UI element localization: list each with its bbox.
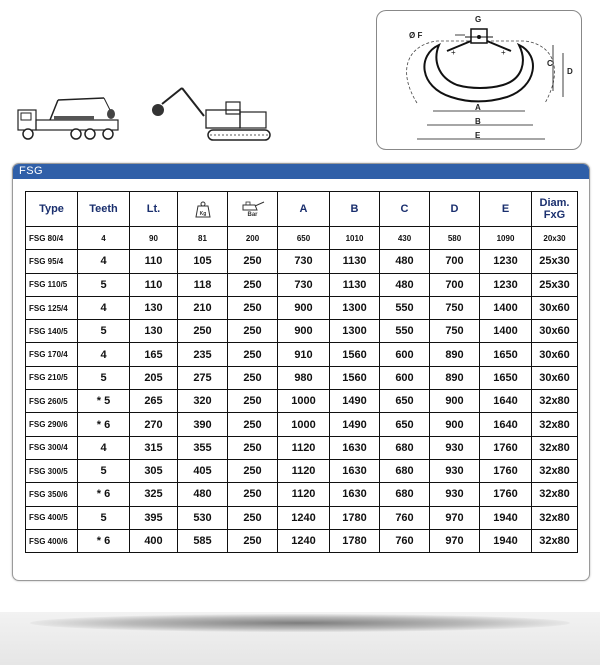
cell-lt: 110 bbox=[130, 273, 178, 296]
cell-diam: 20x30 bbox=[532, 227, 578, 250]
cell-weight: 355 bbox=[178, 436, 228, 459]
cell-e: 1760 bbox=[480, 483, 532, 506]
cell-d: 900 bbox=[430, 390, 480, 413]
cell-d: 930 bbox=[430, 459, 480, 482]
oil-can-icon bbox=[240, 200, 266, 212]
cell-pressure: 200 bbox=[228, 227, 278, 250]
cell-lt: 110 bbox=[130, 250, 178, 273]
cell-pressure: 250 bbox=[228, 250, 278, 273]
cell-e: 1400 bbox=[480, 320, 532, 343]
table-row bbox=[26, 436, 578, 459]
cell-c: 550 bbox=[380, 320, 430, 343]
cell-a: 1120 bbox=[278, 483, 330, 506]
cell-teeth: 4 bbox=[78, 227, 130, 250]
cell-b: 1300 bbox=[330, 296, 380, 319]
cell-diam: 32x80 bbox=[532, 459, 578, 482]
cell-diam: 32x80 bbox=[532, 483, 578, 506]
cell-c: 430 bbox=[380, 227, 430, 250]
cell-pressure: 250 bbox=[228, 436, 278, 459]
cell-lt: 305 bbox=[130, 459, 178, 482]
weight-unit-label: Kg bbox=[199, 211, 206, 217]
cell-weight: 390 bbox=[178, 413, 228, 436]
pressure-unit-label: Bar bbox=[247, 212, 258, 218]
weight-icon bbox=[194, 200, 212, 218]
cell-weight: 480 bbox=[178, 483, 228, 506]
cell-teeth: 5 bbox=[78, 506, 130, 529]
cell-lt: 325 bbox=[130, 483, 178, 506]
cell-diam: 32x80 bbox=[532, 390, 578, 413]
cell-e: 1400 bbox=[480, 296, 532, 319]
header-e: E bbox=[480, 192, 532, 227]
cell-d: 700 bbox=[430, 250, 480, 273]
svg-text:+: + bbox=[501, 48, 506, 57]
table-row bbox=[26, 390, 578, 413]
spec-table bbox=[25, 191, 578, 553]
cell-pressure: 250 bbox=[228, 413, 278, 436]
cell-c: 680 bbox=[380, 459, 430, 482]
cell-teeth: 5 bbox=[78, 459, 130, 482]
cell-teeth: * 6 bbox=[78, 413, 130, 436]
cell-a: 1240 bbox=[278, 506, 330, 529]
cell-d: 890 bbox=[430, 366, 480, 389]
cell-type: FSG 260/5 bbox=[26, 390, 78, 413]
header-lt: Lt. bbox=[130, 192, 178, 227]
header-type: Type bbox=[26, 192, 78, 227]
table-row bbox=[26, 529, 578, 552]
cell-c: 760 bbox=[380, 506, 430, 529]
cell-lt: 395 bbox=[130, 506, 178, 529]
cell-d: 750 bbox=[430, 296, 480, 319]
cell-c: 650 bbox=[380, 413, 430, 436]
cell-diam: 30x60 bbox=[532, 320, 578, 343]
cell-type: FSG 80/4 bbox=[26, 227, 78, 250]
cell-weight: 250 bbox=[178, 320, 228, 343]
header-diam bbox=[532, 192, 578, 227]
cell-d: 930 bbox=[430, 436, 480, 459]
cell-e: 1650 bbox=[480, 366, 532, 389]
dimension-b-label: B bbox=[475, 117, 481, 126]
cell-lt: 270 bbox=[130, 413, 178, 436]
cell-diam: 25x30 bbox=[532, 273, 578, 296]
spec-panel bbox=[12, 163, 590, 581]
cell-e: 1760 bbox=[480, 436, 532, 459]
cell-b: 1130 bbox=[330, 273, 380, 296]
cell-e: 1760 bbox=[480, 459, 532, 482]
cell-pressure: 250 bbox=[228, 320, 278, 343]
cell-pressure: 250 bbox=[228, 459, 278, 482]
table-row bbox=[26, 413, 578, 436]
cell-a: 900 bbox=[278, 320, 330, 343]
cell-b: 1130 bbox=[330, 250, 380, 273]
cell-b: 1780 bbox=[330, 529, 380, 552]
table-row bbox=[26, 273, 578, 296]
cell-c: 480 bbox=[380, 250, 430, 273]
cell-c: 680 bbox=[380, 483, 430, 506]
header-teeth: Teeth bbox=[78, 192, 130, 227]
cell-weight: 275 bbox=[178, 366, 228, 389]
cell-lt: 130 bbox=[130, 320, 178, 343]
table-row bbox=[26, 343, 578, 366]
cell-c: 480 bbox=[380, 273, 430, 296]
dimension-f-label: Ø F bbox=[409, 31, 423, 40]
cell-pressure: 250 bbox=[228, 366, 278, 389]
panel-header bbox=[13, 164, 589, 179]
cell-b: 1630 bbox=[330, 483, 380, 506]
table-row bbox=[26, 459, 578, 482]
cell-pressure: 250 bbox=[228, 483, 278, 506]
cell-diam: 32x80 bbox=[532, 413, 578, 436]
cell-pressure: 250 bbox=[228, 296, 278, 319]
cell-teeth: 5 bbox=[78, 273, 130, 296]
cell-weight: 81 bbox=[178, 227, 228, 250]
dimension-c-label: C bbox=[547, 59, 553, 68]
cell-c: 650 bbox=[380, 390, 430, 413]
cell-a: 1120 bbox=[278, 436, 330, 459]
cell-e: 1940 bbox=[480, 506, 532, 529]
cell-diam: 25x30 bbox=[532, 250, 578, 273]
cell-a: 1000 bbox=[278, 413, 330, 436]
cell-teeth: 5 bbox=[78, 366, 130, 389]
cell-type: FSG 95/4 bbox=[26, 250, 78, 273]
cell-d: 900 bbox=[430, 413, 480, 436]
excavator-illustration bbox=[146, 82, 286, 146]
cell-type: FSG 350/6 bbox=[26, 483, 78, 506]
cell-a: 650 bbox=[278, 227, 330, 250]
cell-teeth: 5 bbox=[78, 320, 130, 343]
cell-a: 910 bbox=[278, 343, 330, 366]
cell-type: FSG 400/6 bbox=[26, 529, 78, 552]
bottom-shadow-bar bbox=[30, 614, 570, 632]
table-row bbox=[26, 366, 578, 389]
cell-a: 1000 bbox=[278, 390, 330, 413]
cell-e: 1640 bbox=[480, 390, 532, 413]
cell-diam: 32x80 bbox=[532, 506, 578, 529]
cell-a: 1240 bbox=[278, 529, 330, 552]
cell-lt: 265 bbox=[130, 390, 178, 413]
dimension-a-label: A bbox=[475, 103, 481, 112]
cell-lt: 400 bbox=[130, 529, 178, 552]
panel-title: FSG bbox=[19, 165, 44, 177]
cell-weight: 405 bbox=[178, 459, 228, 482]
cell-teeth: 4 bbox=[78, 343, 130, 366]
cell-c: 600 bbox=[380, 343, 430, 366]
cell-pressure: 250 bbox=[228, 390, 278, 413]
cell-a: 730 bbox=[278, 273, 330, 296]
cell-weight: 530 bbox=[178, 506, 228, 529]
cell-type: FSG 400/5 bbox=[26, 506, 78, 529]
cell-e: 1650 bbox=[480, 343, 532, 366]
table-row bbox=[26, 227, 578, 250]
header-d: D bbox=[430, 192, 480, 227]
cell-d: 890 bbox=[430, 343, 480, 366]
cell-a: 730 bbox=[278, 250, 330, 273]
header-diam-line1: Diam. bbox=[539, 197, 570, 209]
cell-type: FSG 170/4 bbox=[26, 343, 78, 366]
crane-truck-illustration bbox=[14, 96, 124, 144]
cell-teeth: 4 bbox=[78, 436, 130, 459]
cell-weight: 118 bbox=[178, 273, 228, 296]
cell-b: 1490 bbox=[330, 413, 380, 436]
cell-pressure: 250 bbox=[228, 529, 278, 552]
header-a: A bbox=[278, 192, 330, 227]
grapple-drawing bbox=[377, 11, 581, 149]
cell-a: 900 bbox=[278, 296, 330, 319]
cell-b: 1300 bbox=[330, 320, 380, 343]
cell-teeth: * 5 bbox=[78, 390, 130, 413]
cell-type: FSG 110/5 bbox=[26, 273, 78, 296]
table-row bbox=[26, 483, 578, 506]
header-weight bbox=[178, 192, 228, 227]
cell-c: 680 bbox=[380, 436, 430, 459]
cell-weight: 320 bbox=[178, 390, 228, 413]
cell-teeth: 4 bbox=[78, 296, 130, 319]
cell-a: 980 bbox=[278, 366, 330, 389]
cell-type: FSG 300/5 bbox=[26, 459, 78, 482]
cell-pressure: 250 bbox=[228, 343, 278, 366]
spec-table-body bbox=[26, 227, 578, 553]
table-header-row bbox=[26, 192, 578, 227]
cell-b: 1560 bbox=[330, 366, 380, 389]
cell-pressure: 250 bbox=[228, 506, 278, 529]
cell-c: 550 bbox=[380, 296, 430, 319]
cell-b: 1630 bbox=[330, 436, 380, 459]
cell-e: 1230 bbox=[480, 273, 532, 296]
dimension-g-label: G bbox=[475, 15, 482, 24]
cell-type: FSG 300/4 bbox=[26, 436, 78, 459]
cell-c: 760 bbox=[380, 529, 430, 552]
cell-teeth: * 6 bbox=[78, 483, 130, 506]
svg-text:+: + bbox=[451, 48, 456, 57]
cell-weight: 105 bbox=[178, 250, 228, 273]
cell-lt: 205 bbox=[130, 366, 178, 389]
dimension-e-label: E bbox=[475, 131, 481, 140]
cell-d: 930 bbox=[430, 483, 480, 506]
grapple-dimension-diagram bbox=[376, 10, 582, 150]
table-row bbox=[26, 506, 578, 529]
cell-lt: 315 bbox=[130, 436, 178, 459]
cell-d: 580 bbox=[430, 227, 480, 250]
cell-b: 1780 bbox=[330, 506, 380, 529]
cell-lt: 90 bbox=[130, 227, 178, 250]
cell-a: 1120 bbox=[278, 459, 330, 482]
cell-diam: 30x60 bbox=[532, 366, 578, 389]
cell-diam: 30x60 bbox=[532, 343, 578, 366]
top-illustrations bbox=[0, 0, 600, 160]
cell-d: 970 bbox=[430, 529, 480, 552]
cell-d: 970 bbox=[430, 506, 480, 529]
cell-e: 1230 bbox=[480, 250, 532, 273]
table-row bbox=[26, 296, 578, 319]
cell-b: 1560 bbox=[330, 343, 380, 366]
cell-c: 600 bbox=[380, 366, 430, 389]
table-row bbox=[26, 250, 578, 273]
cell-weight: 235 bbox=[178, 343, 228, 366]
cell-type: FSG 140/5 bbox=[26, 320, 78, 343]
dimension-d-label: D bbox=[567, 67, 573, 76]
cell-e: 1940 bbox=[480, 529, 532, 552]
header-diam-line2: FxG bbox=[543, 209, 566, 221]
cell-teeth: * 6 bbox=[78, 529, 130, 552]
cell-b: 1490 bbox=[330, 390, 380, 413]
header-b: B bbox=[330, 192, 380, 227]
header-c: C bbox=[380, 192, 430, 227]
cell-d: 700 bbox=[430, 273, 480, 296]
cell-type: FSG 290/6 bbox=[26, 413, 78, 436]
cell-b: 1630 bbox=[330, 459, 380, 482]
cell-d: 750 bbox=[430, 320, 480, 343]
cell-e: 1640 bbox=[480, 413, 532, 436]
cell-lt: 130 bbox=[130, 296, 178, 319]
cell-weight: 210 bbox=[178, 296, 228, 319]
cell-weight: 585 bbox=[178, 529, 228, 552]
cell-diam: 30x60 bbox=[532, 296, 578, 319]
cell-b: 1010 bbox=[330, 227, 380, 250]
cell-type: FSG 210/5 bbox=[26, 366, 78, 389]
cell-teeth: 4 bbox=[78, 250, 130, 273]
header-pressure bbox=[228, 192, 278, 227]
cell-e: 1090 bbox=[480, 227, 532, 250]
cell-diam: 32x80 bbox=[532, 529, 578, 552]
cell-diam: 32x80 bbox=[532, 436, 578, 459]
cell-type: FSG 125/4 bbox=[26, 296, 78, 319]
table-row bbox=[26, 320, 578, 343]
cell-lt: 165 bbox=[130, 343, 178, 366]
cell-pressure: 250 bbox=[228, 273, 278, 296]
